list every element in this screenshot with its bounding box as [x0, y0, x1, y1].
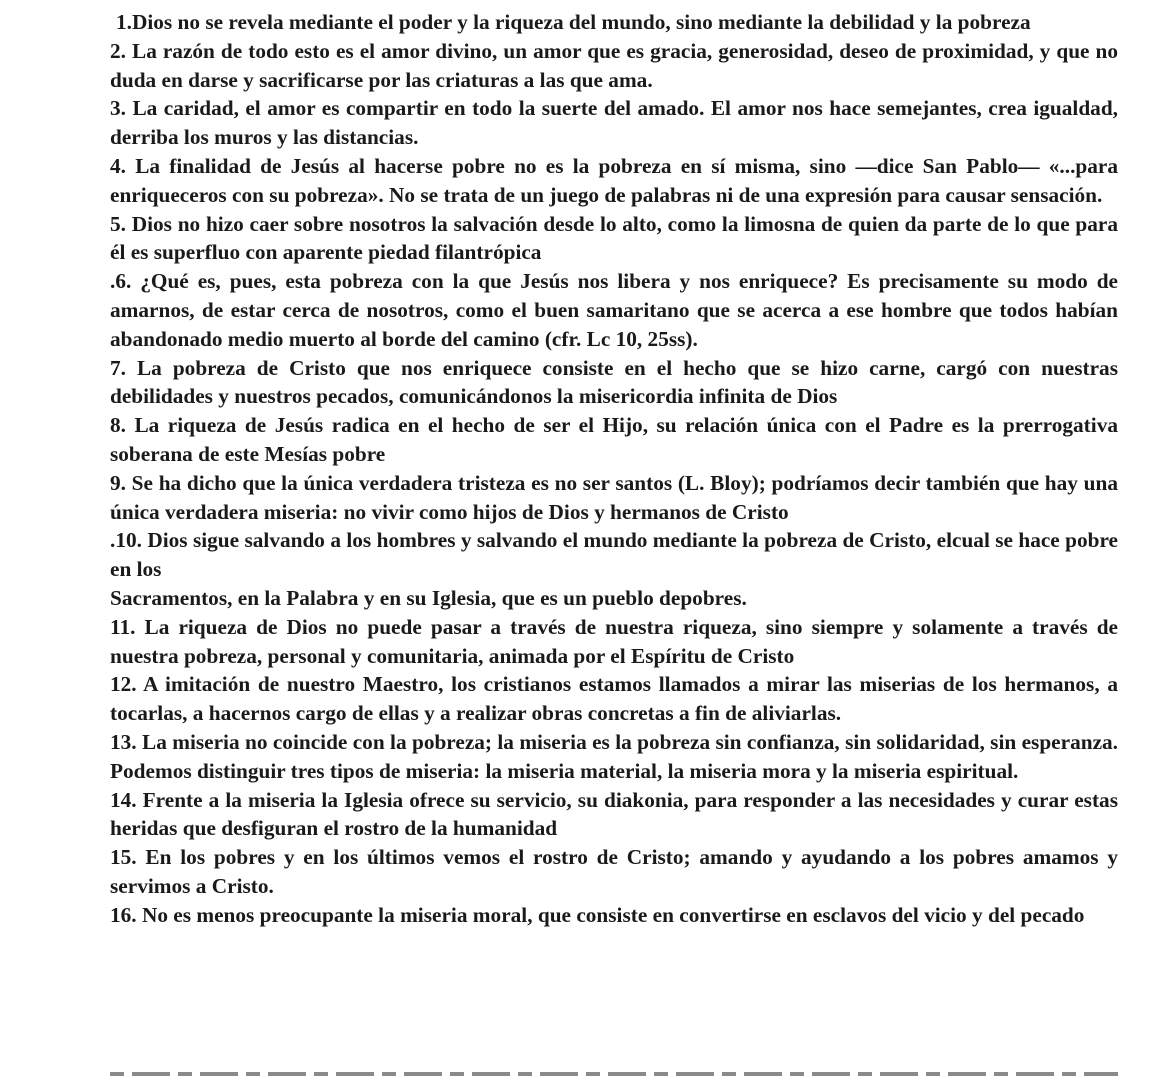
- paragraph-15: 15. En los pobres y en los últimos vemos el rostro de Cristo; amando y ayudando a los pobres amamos y servimos a Cristo.: [110, 845, 1118, 898]
- cropped-next-line: [110, 1066, 1118, 1076]
- paragraph-14: 14. Frente a la miseria la Iglesia ofrece su servicio, su diakonia, para responder a las necesidades y curar estas heridas que desfiguran el rostro de la humanidad: [110, 787, 1118, 841]
- paragraph-2: 2. La razón de todo esto es el amor divino, un amor que es gracia, generosidad, deseo de proximidad, y que no duda en darse y sacrificarse por las criaturas a las que ama.: [110, 38, 1118, 92]
- paragraph-16: 16. No es menos preocupante la miseria moral, que consiste en convertirse en esclavos del vicio y del pecado: [110, 902, 1085, 927]
- cropped-text-fragment: [110, 1072, 1118, 1076]
- paragraph-7: 7. La pobreza de Cristo que nos enriquece consiste en el hecho que se hizo carne, cargó con nuestras debilidades y nuestros pecados, comunicándonos la misericordia infinita de Dios: [110, 355, 1118, 409]
- paragraph-1: 1.Dios no se revela mediante el poder y la riqueza del mundo, sino mediante la debilidad y la pobreza: [116, 10, 1031, 34]
- paragraph-3: 3. La caridad, el amor es compartir en todo la suerte del amado. El amor nos hace semejantes, crea igualdad, derriba los muros y las distancias.: [110, 96, 1118, 150]
- paragraph-11: 11. La riqueza de Dios no puede pasar a través de nuestra riqueza, sino siempre y solamente a través de nuestra pobreza, personal y comunitaria, animada por el Espíritu de Cristo: [110, 614, 1118, 668]
- paragraph-4: 4. La finalidad de Jesús al hacerse pobre no es la pobreza en sí misma, sino —dice San Pablo— «...para enriqueceros con su pobreza». No se trata de un juego de palabras ni de una expresión para causar sensación.: [110, 153, 1118, 207]
- paragraph-6: .6. ¿Qué es, pues, esta pobreza con la que Jesús nos libera y nos enriquece? Es precisamente su modo de amarnos, de estar cerca de nosotros, como el buen samaritano que se acerca a ese hombre que todos habían abandonado medio muerto al borde del camino (cfr. Lc 10, 25ss).: [110, 269, 1118, 351]
- paragraph-12: 12. A imitación de nuestro Maestro, los cristianos estamos llamados a mirar las miserias de los hermanos, a tocarlas, a hacernos cargo de ellas y a realizar obras concretas a fin de aliviarlas.: [110, 672, 1118, 726]
- document-body: [110, 8, 1118, 930]
- paragraph-5: 5. Dios no hizo caer sobre nosotros la salvación desde lo alto, como la limosna de quien da parte de lo que para él es superfluo con aparente piedad filantrópica: [110, 211, 1118, 265]
- paragraph-9: 9. Se ha dicho que la única verdadera tristeza es no ser santos (L. Bloy); podríamos decir también que hay una única verdadera miseria: no vivir como hijos de Dios y hermanos de Cristo: [110, 470, 1118, 524]
- paragraph-10: .10. Dios sigue salvando a los hombres y salvando el mundo mediante la pobreza de Cristo, elcual se hace pobre en los: [110, 528, 1118, 582]
- paragraph-13: 13. La miseria no coincide con la pobreza; la miseria es la pobreza sin confianza, sin solidaridad, sin esperanza. Podemos distinguir tres tipos de miseria: la miseria material, la miseria mora y la miseria espiritual.: [110, 729, 1118, 783]
- paragraph-10-continuation: Sacramentos, en la Palabra y en su Iglesia, que es un pueblo depobres.: [110, 585, 747, 610]
- paragraph-8: 8. La riqueza de Jesús radica en el hecho de ser el Hijo, su relación única con el Padre es la prerrogativa soberana de este Mesías pobre: [110, 413, 1118, 466]
